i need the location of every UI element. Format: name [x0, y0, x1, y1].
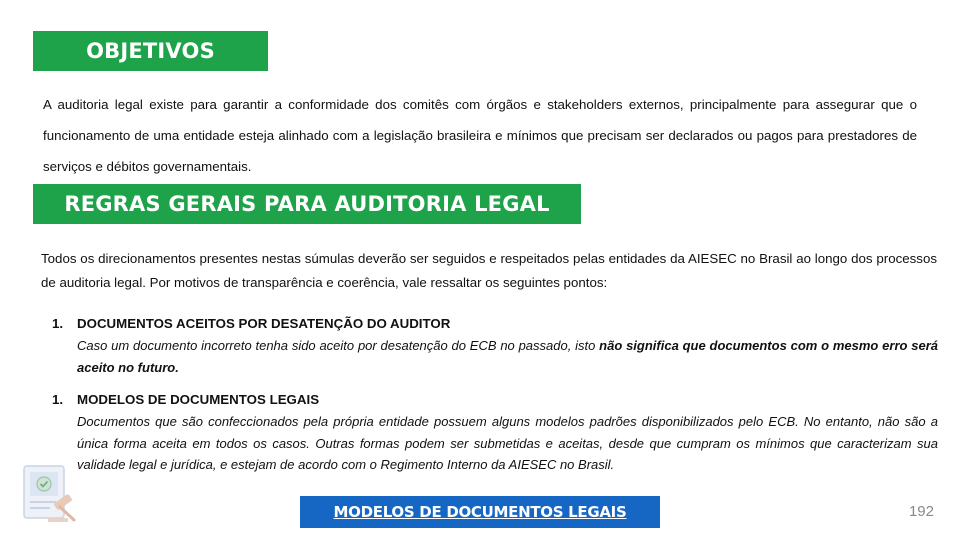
legal-document-icon: [18, 460, 82, 526]
modelos-documentos-link[interactable]: MODELOS DE DOCUMENTOS LEGAIS: [300, 496, 660, 528]
page-number: 192: [908, 503, 934, 520]
list-item-number: 1.: [52, 316, 64, 331]
list-item-body: Documentos que são confeccionados pela própria entidade possuem alguns modelos padrões disponibilizados pelo ECB. No entanto, não são a única forma aceita em todos os casos. Outras formas podem ser submetidas e aceitas, desde que cumpram os mínimos que caracterizam sua validade legal e jurídica, e estejam de acordo com o Regimento Interno da AIESEC no Brasil.: [77, 414, 938, 472]
objetivos-paragraph: A auditoria legal existe para garantir a conformidade dos comitês com órgãos e stakeholders externos, principalmente para assegurar que o funcionamento de uma entidade esteja alinhado com a legislação brasileira e mínimos que precisam ser declarados ou pagos para prestadores de serviços e débitos governamentais.: [43, 97, 917, 174]
objetivos-heading: OBJETIVOS: [33, 31, 268, 71]
list-item-title: DOCUMENTOS ACEITOS POR DESATENÇÃO DO AUDITOR: [77, 316, 451, 331]
regras-heading: REGRAS GERAIS PARA AUDITORIA LEGAL: [33, 184, 581, 224]
list-item-title: MODELOS DE DOCUMENTOS LEGAIS: [77, 392, 320, 407]
list-item-body-emphasis: não significa que documentos com o mesmo erro será aceito no futuro.: [77, 338, 939, 375]
list-item-number: 1.: [52, 392, 64, 407]
list-item-body-text: Caso um documento incorreto tenha sido aceito por desatenção do ECB no passado, isto: [77, 338, 600, 353]
regras-intro-paragraph: Todos os direcionamentos presentes nestas súmulas deverão ser seguidos e respeitados pelas entidades da AIESEC no Brasil ao longo dos processos de auditoria legal. Por motivos de transparência e coerência, vale ressaltar os seguintes pontos:: [41, 251, 937, 290]
list-item-body: [77, 335, 938, 378]
